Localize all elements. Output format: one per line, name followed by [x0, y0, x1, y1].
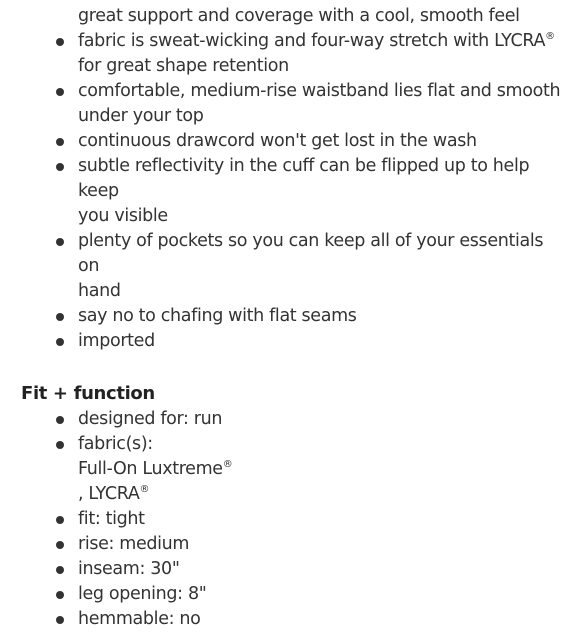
bullet-icon [56, 516, 64, 524]
item-text-line: inseam: 30" [78, 559, 180, 579]
registered-mark: ® [139, 484, 150, 496]
list-item [0, 407, 580, 432]
bullet-icon [56, 566, 64, 574]
item-text-line: hemmable: no [78, 609, 201, 629]
item-text-line: you visible [78, 206, 168, 226]
bullet-icon [56, 88, 64, 96]
bullet-icon [56, 313, 64, 321]
item-text-line: , LYCRA® [78, 484, 150, 504]
bullet-icon [56, 138, 64, 146]
registered-mark: ® [222, 459, 233, 471]
list-item [0, 129, 580, 154]
list-item [0, 532, 580, 557]
item-text-line: comfortable, medium-rise waistband lies flat and smooth [78, 81, 561, 101]
list-item [0, 29, 580, 79]
bullet-icon [56, 591, 64, 599]
item-text-line: continuous drawcord won't get lost in the wash [78, 131, 477, 151]
item-text-line: for great shape retention [78, 56, 289, 76]
list-item [0, 79, 580, 129]
list-item [0, 154, 580, 229]
item-text-line: plenty of pockets so you can keep all of your essentials on [78, 231, 544, 276]
bullet-icon [56, 416, 64, 424]
item-text-line: rise: medium [78, 534, 190, 554]
registered-mark: ® [545, 31, 555, 43]
item-text-line: hand [78, 281, 121, 301]
item-text-line: subtle reflectivity in the cuff can be flipped up to help keep [78, 156, 530, 201]
item-text-line: imported [78, 331, 155, 351]
list-item [0, 507, 580, 532]
list-item [0, 329, 580, 354]
list-item [0, 582, 580, 607]
item-text-line: great support and coverage with a cool, smooth feel [78, 6, 520, 26]
list-item [0, 557, 580, 582]
bullet-icon [56, 541, 64, 549]
bullet-icon [56, 616, 64, 624]
list-item [0, 4, 580, 29]
list-item [0, 607, 580, 632]
item-text-line: fabric(s): [78, 434, 153, 454]
fit-function-list [0, 407, 580, 632]
item-text-line: designed for: run [78, 409, 223, 429]
item-text-line: say no to chafing with flat seams [78, 306, 357, 326]
bullet-icon [56, 441, 64, 449]
bullet-icon [56, 163, 64, 171]
item-text-line: fabric is sweat-wicking and four-way stretch with LYCRA® [78, 31, 555, 51]
bullet-icon [56, 238, 64, 246]
bullet-icon [56, 338, 64, 346]
item-text-line: leg opening: 8" [78, 584, 207, 604]
list-item [0, 432, 580, 507]
item-text-line: Full-On Luxtreme® [78, 459, 233, 479]
bullet-icon [56, 38, 64, 46]
list-item [0, 229, 580, 304]
features-list [0, 4, 580, 354]
fit-function-heading: Fit + function [21, 383, 155, 404]
item-text-line: fit: tight [78, 509, 145, 529]
item-text-line: under your top [78, 106, 204, 126]
list-item [0, 304, 580, 329]
